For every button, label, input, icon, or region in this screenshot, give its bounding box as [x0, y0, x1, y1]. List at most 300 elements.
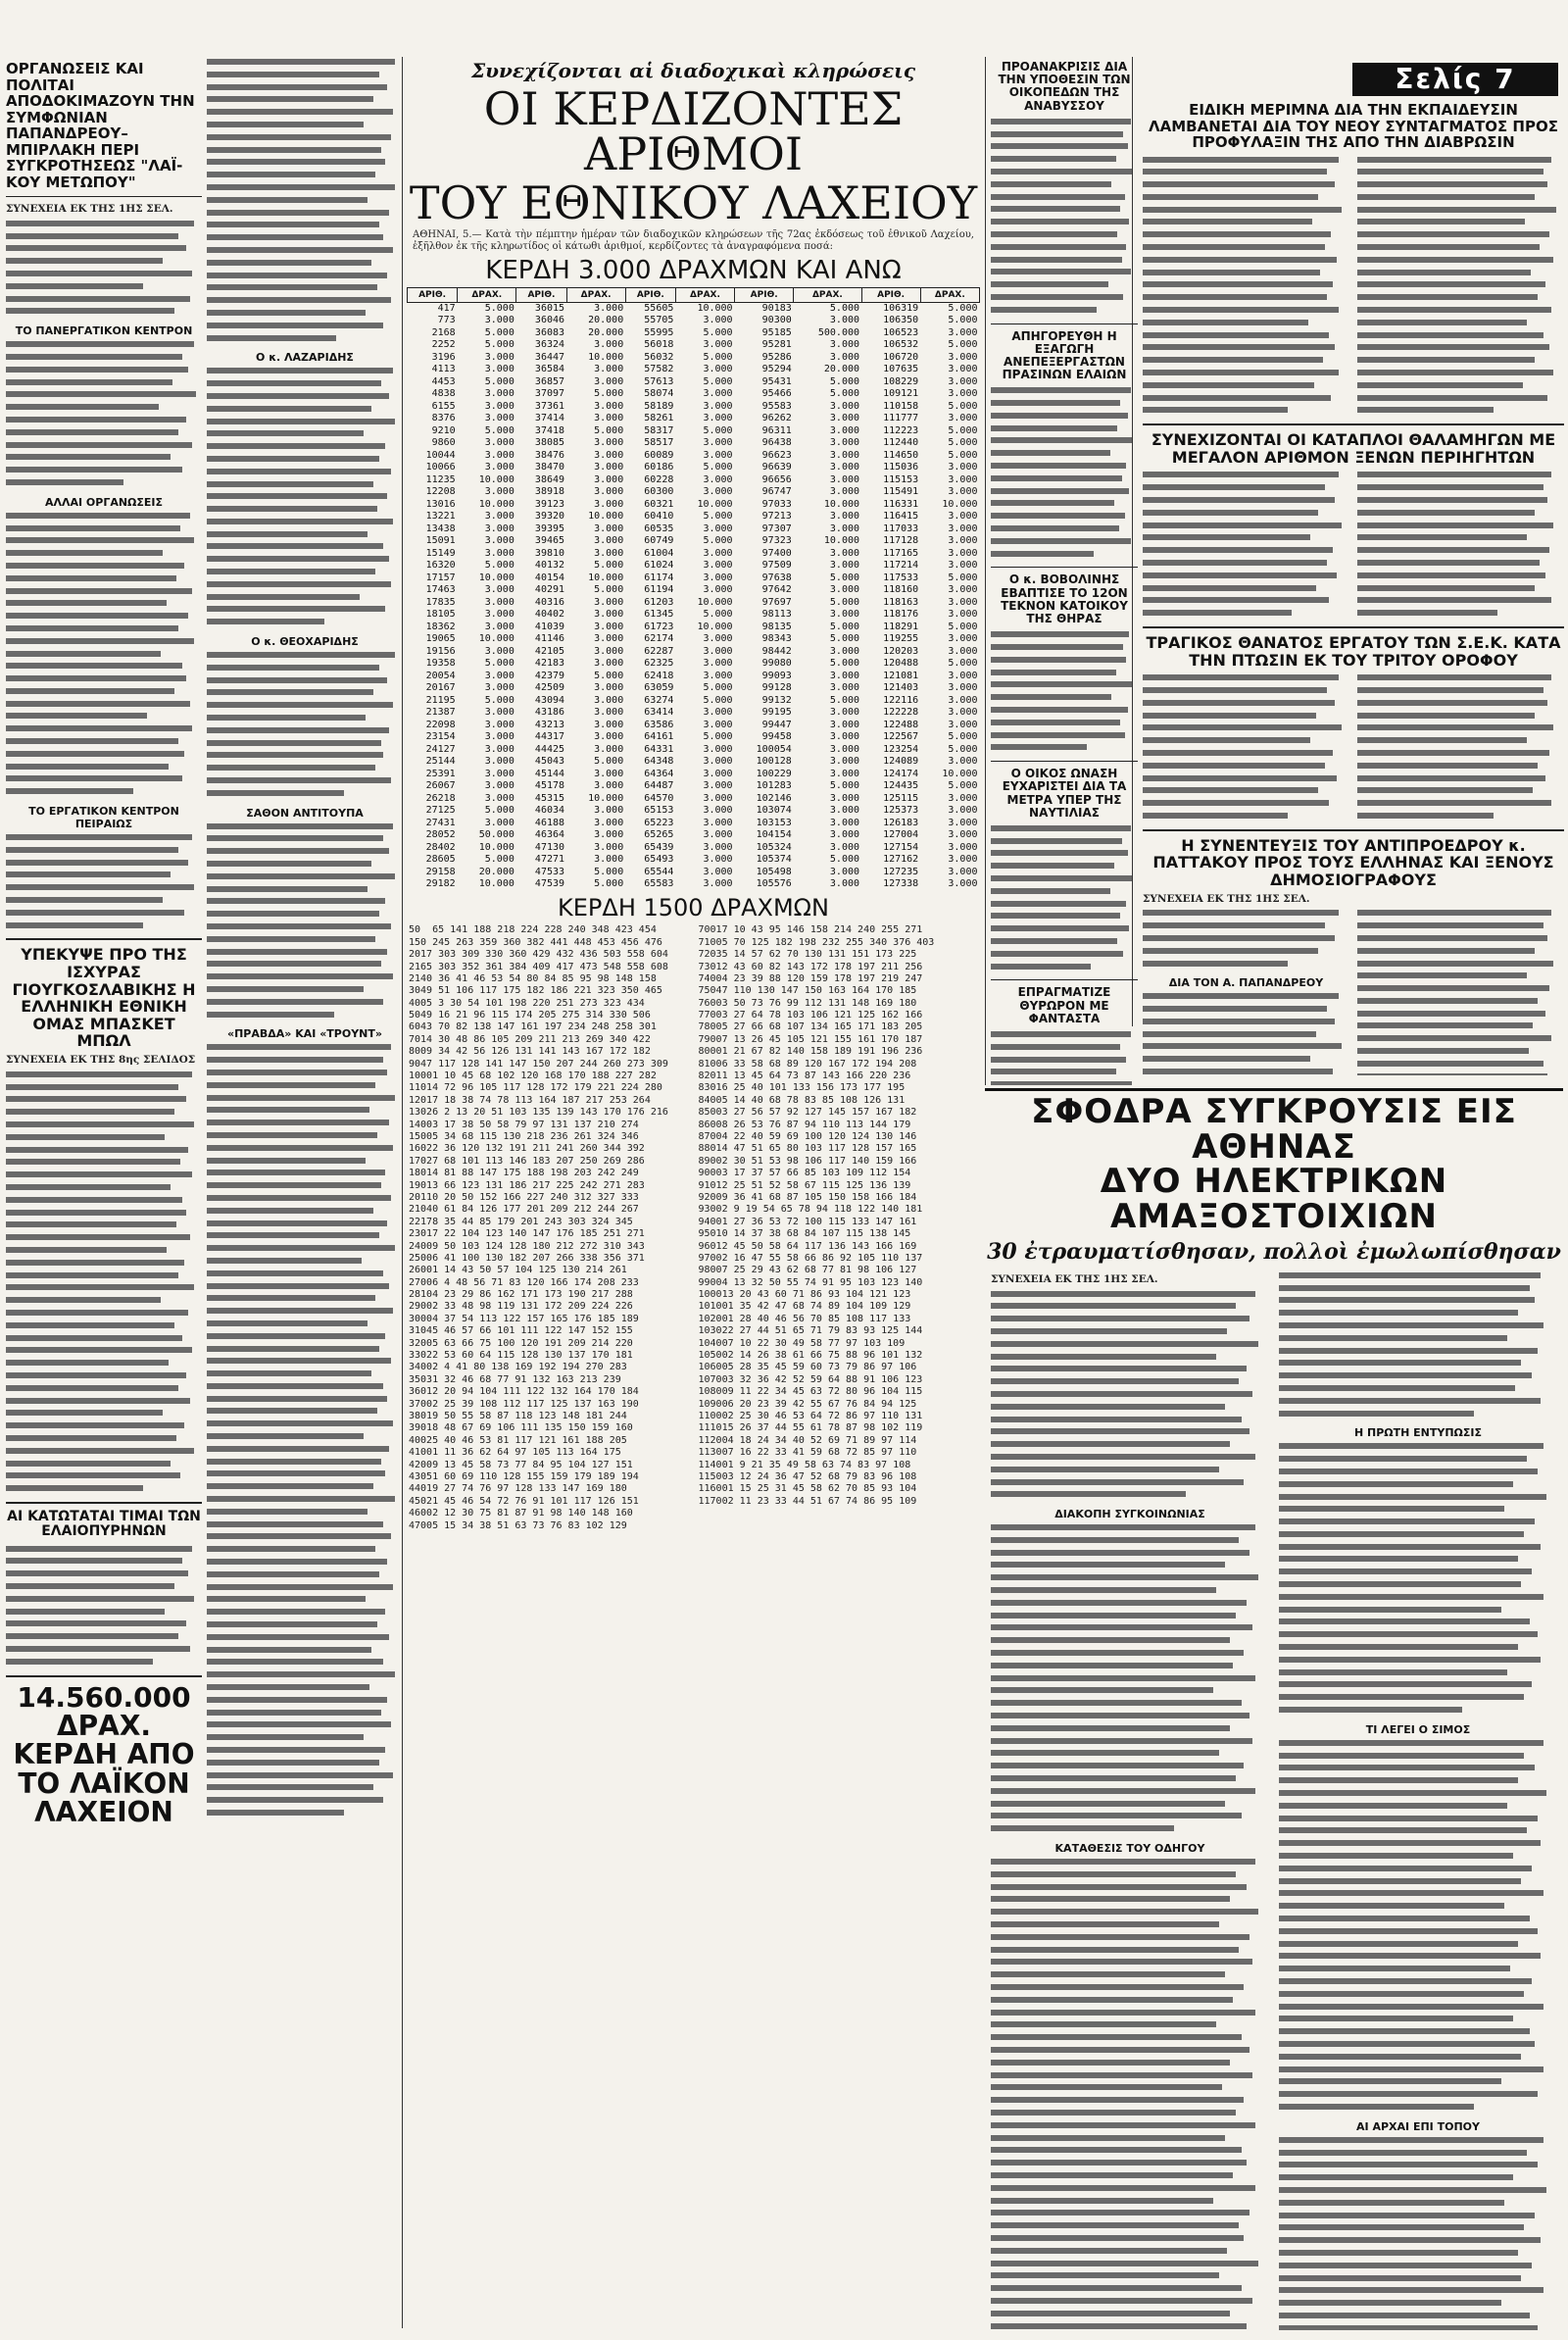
table-cell: 37418: [534, 424, 565, 436]
table-cell: 127154: [883, 841, 919, 853]
list-item: 98007 25 29 43 62 68 77 81 98 106 127: [698, 1265, 917, 1276]
table-cell: 3.000: [594, 413, 624, 424]
table-cell: 5.000: [703, 375, 733, 387]
table-cell: 3.000: [829, 462, 860, 473]
table-cell: 44317: [534, 731, 565, 743]
table-cell: 5.000: [484, 560, 514, 572]
table-cell: 42105: [534, 645, 565, 657]
table-cell: 27431: [425, 817, 456, 828]
headline-baptism: Ο κ. ΒΟΒΟΛΙΝΗΣ ΕΒΑΠΤΙΣΕ ΤΟ 12ΟΝ ΤΕΚΝΟΝ ΚΑΤΟΙΚΟΥ ΤΗΣ ΘΗΡΑΣ: [1001, 573, 1128, 625]
table-cell: 40291: [534, 584, 565, 596]
table-cell: 122488: [883, 719, 919, 730]
table-cell: 5.000: [948, 424, 978, 436]
table-cell: 117165: [883, 547, 919, 559]
subheading: ΑΙ ΑΡΧΑΙ ΕΠΙ ΤΟΠΟΥ: [1356, 2119, 1480, 2133]
table-cell: 3.000: [703, 670, 733, 681]
table-cell: 47533: [534, 866, 565, 877]
headline-lottery-winnings: 14.560.000 ΔΡΑΧ. ΚΕΡΔΗ ΑΠΟ ΤΟ ΛΑΪΚΟΝ ΛΑΧΕΙΟΝ: [13, 1680, 195, 1829]
article-body: [6, 1544, 202, 1669]
table-cell: 3.000: [594, 829, 624, 841]
table-cell: 97323: [761, 535, 792, 547]
table-cell: 5.000: [703, 462, 733, 473]
table-cell: 3.000: [703, 523, 733, 534]
table-cell: 5.000: [703, 424, 733, 436]
list-item: 100013 20 43 60 71 86 93 104 121 123: [698, 1289, 911, 1301]
table-cell: 3.000: [948, 707, 978, 719]
table-cell: 61174: [644, 572, 674, 583]
table-cell: 5.000: [829, 694, 860, 706]
table-cell: 10.000: [588, 792, 624, 804]
subheading: ΤΟ ΕΡΓΑΤΙΚΟΝ ΚΕΝΤΡΟΝ ΠΕΙΡΑΙΩΣ: [28, 805, 179, 831]
table-cell: 19065: [425, 633, 456, 645]
table-cell: 5.000: [829, 572, 860, 583]
table-cell: 117033: [883, 523, 919, 534]
table-cell: 3.000: [829, 315, 860, 326]
table-cell: 65223: [644, 817, 674, 828]
table-cell: 5.000: [703, 511, 733, 523]
table-cell: 107635: [883, 364, 919, 375]
table-row: [408, 486, 980, 499]
table-cell: 3.000: [594, 682, 624, 694]
table-cell: 102146: [756, 792, 792, 804]
table-cell: 60186: [644, 462, 674, 473]
table-cell: 116415: [883, 511, 919, 523]
article-body: [207, 1042, 403, 1819]
table-cell: 5.000: [594, 670, 624, 681]
table-cell: 117128: [883, 535, 919, 547]
lottery-col-header: ΔΡΑΧ.: [458, 287, 516, 302]
subheading: ΣΑΘΟΝ ΑΝΤΙΤΟΥΠΑ: [246, 806, 364, 820]
table-cell: 13438: [425, 523, 456, 534]
lottery-title-line2: ΤΟΥ ΕΘΝΙΚΟΥ ΛΑΧΕΙΟΥ: [409, 176, 978, 229]
list-item: 88014 47 51 65 80 103 117 128 157 165: [698, 1143, 917, 1155]
list-item: 46002 12 30 75 81 87 91 98 140 148 160: [409, 1508, 633, 1519]
table-cell: 18105: [425, 609, 456, 621]
table-cell: 61004: [644, 547, 674, 559]
table-cell: 3.000: [948, 829, 978, 841]
table-cell: 3.000: [948, 364, 978, 375]
list-item: 91012 25 51 52 58 67 115 125 136 139: [698, 1179, 911, 1191]
table-cell: 28402: [425, 841, 456, 853]
list-item: 86008 26 53 76 87 94 110 113 144 179: [698, 1119, 911, 1130]
table-cell: 3.000: [829, 707, 860, 719]
table-cell: 3.000: [948, 841, 978, 853]
table-cell: 42379: [534, 670, 565, 681]
table-cell: 3.000: [829, 486, 860, 498]
banner-deck: 30 ἐτραυματίσθησαν, πολλοὶ ἐμωλωπίσθησαν: [987, 1238, 1561, 1265]
table-row: [408, 425, 980, 438]
table-cell: 46364: [534, 829, 565, 841]
table-row: [408, 867, 980, 879]
table-cell: 3.000: [594, 486, 624, 498]
subheading: ΑΛΛΑΙ ΟΡΓΑΝΩΣΕΙΣ: [44, 495, 164, 509]
table-cell: 40154: [534, 572, 565, 583]
subheading: ΚΑΤΑΘΕΣΙΣ ΤΟΥ ΟΔΗΓΟΥ: [1054, 1842, 1205, 1856]
table-cell: 3.000: [703, 400, 733, 412]
table-cell: 127162: [883, 854, 919, 866]
list-item: 105002 14 26 38 61 66 75 88 96 101 132: [698, 1350, 923, 1362]
list-item: 10001 10 45 68 102 120 168 170 188 227 282: [409, 1070, 657, 1082]
table-cell: 96639: [761, 462, 792, 473]
table-cell: 22098: [425, 719, 456, 730]
table-cell: 36083: [534, 326, 565, 338]
subheading: ΤΟ ΠΑΝΕΡΓΑΤΙΚΟΝ ΚΕΝΤΡΟΝ: [15, 324, 193, 338]
table-cell: 105324: [756, 841, 792, 853]
table-cell: 3.000: [948, 462, 978, 473]
table-cell: 20.000: [588, 315, 624, 326]
list-item: 70017 10 43 95 146 158 214 240 255 271: [698, 924, 923, 936]
table-cell: 10.000: [588, 351, 624, 363]
table-cell: 3.000: [948, 511, 978, 523]
table-cell: 90300: [761, 315, 792, 326]
table-cell: 5.000: [484, 658, 514, 670]
table-cell: 3.000: [594, 523, 624, 534]
table-cell: 3.000: [703, 633, 733, 645]
table-cell: 3.000: [948, 596, 978, 608]
table-row: [408, 584, 980, 597]
column-right: [1137, 98, 1568, 1075]
list-item: 28104 23 29 86 162 171 173 190 217 288: [409, 1289, 633, 1301]
table-cell: 3.000: [484, 645, 514, 657]
lottery-band-1500: ΚΕΡΔΗ 1500 ΔΡΑΧΜΩΝ: [558, 893, 829, 921]
article-body: [1279, 1441, 1557, 1718]
table-cell: 119255: [883, 633, 919, 645]
article-body: [6, 339, 202, 490]
table-cell: 64348: [644, 756, 674, 768]
list-item: 81006 33 58 68 89 120 167 172 194 208: [698, 1058, 917, 1070]
table-cell: 29158: [425, 866, 456, 877]
list-item: 78005 27 66 68 107 134 165 171 183 205: [698, 1021, 923, 1033]
table-cell: 8376: [431, 413, 456, 424]
table-cell: 10.000: [478, 878, 514, 890]
table-cell: 37097: [534, 388, 565, 400]
table-row: [408, 364, 980, 376]
table-cell: 60535: [644, 523, 674, 534]
table-cell: 65153: [644, 805, 674, 817]
article-body: [1143, 155, 1349, 419]
table-cell: 106720: [883, 351, 919, 363]
article-body: [1143, 672, 1349, 823]
table-cell: 2252: [431, 339, 456, 351]
table-row: [408, 707, 980, 720]
lottery-results-table: [407, 287, 980, 891]
table-cell: 56032: [644, 351, 674, 363]
table-cell: 109121: [883, 388, 919, 400]
table-cell: 96311: [761, 424, 792, 436]
table-cell: 5.000: [829, 388, 860, 400]
list-item: 19013 66 123 131 186 217 225 242 271 283: [409, 1179, 645, 1191]
table-row: [408, 352, 980, 365]
lottery-col-header: ΑΡΙΘ.: [408, 287, 458, 302]
article-body: [1143, 991, 1349, 1075]
list-item: 4005 3 30 54 101 198 220 251 273 323 434: [409, 997, 645, 1009]
table-cell: 3.000: [948, 719, 978, 730]
table-cell: 96623: [761, 449, 792, 461]
list-item: 50 65 141 188 218 224 228 240 348 423 454: [409, 924, 657, 936]
table-cell: 3.000: [829, 805, 860, 817]
table-cell: 60321: [644, 498, 674, 510]
list-item: 30004 37 54 113 122 157 165 176 185 189: [409, 1313, 639, 1324]
list-item: 150 245 263 359 360 382 441 448 453 456 476: [409, 936, 662, 948]
table-cell: 3.000: [948, 413, 978, 424]
table-cell: 10.000: [478, 572, 514, 583]
table-cell: 64331: [644, 743, 674, 755]
table-cell: 106523: [883, 326, 919, 338]
table-cell: 36324: [534, 339, 565, 351]
table-cell: 65493: [644, 854, 674, 866]
table-cell: 3.000: [484, 413, 514, 424]
table-cell: 20.000: [823, 364, 860, 375]
table-cell: 3.000: [484, 670, 514, 681]
table-cell: 21195: [425, 694, 456, 706]
list-item: 6043 70 82 138 147 161 197 234 248 258 301: [409, 1021, 657, 1033]
list-item: 13026 2 13 20 51 103 135 139 143 170 176 216: [409, 1107, 668, 1119]
table-cell: 115153: [883, 473, 919, 485]
table-row: [408, 450, 980, 463]
table-cell: 25144: [425, 756, 456, 768]
table-cell: 3.000: [948, 535, 978, 547]
headline-yachts: ΣΥΝΕΧΙΖΟΝΤΑΙ ΟΙ ΚΑΤΑΠΛΟΙ ΘΑΛΑΜΗΓΩΝ ΜΕ ΜΕΓΑΛΟΝ ΑΡΙΘΜΟΝ ΞΕΝΩΝ ΠΕΡΙΗΓΗΤΩΝ: [1151, 430, 1556, 467]
table-row: [408, 756, 980, 769]
table-cell: 3.000: [594, 473, 624, 485]
table-cell: 10.000: [588, 572, 624, 583]
table-cell: 3.000: [484, 792, 514, 804]
table-cell: 13016: [425, 498, 456, 510]
table-cell: 20.000: [588, 326, 624, 338]
table-cell: 5.000: [484, 375, 514, 387]
table-cell: 5.000: [484, 326, 514, 338]
list-item: 20110 20 50 152 166 227 240 312 327 333: [409, 1191, 639, 1203]
table-row: [408, 511, 980, 523]
table-cell: 3.000: [703, 829, 733, 841]
table-cell: 3.000: [829, 670, 860, 681]
table-cell: 3.000: [703, 437, 733, 449]
table-cell: 122567: [883, 731, 919, 743]
table-cell: 99093: [761, 670, 792, 681]
table-cell: 5.000: [948, 302, 978, 314]
table-cell: 112440: [883, 437, 919, 449]
table-cell: 20054: [425, 670, 456, 681]
table-cell: 3.000: [484, 547, 514, 559]
article-body: [6, 832, 202, 932]
list-item: 27006 4 48 56 71 83 120 166 174 208 233: [409, 1276, 639, 1288]
table-cell: 61194: [644, 584, 674, 596]
table-row: [408, 388, 980, 401]
table-cell: 3.000: [703, 805, 733, 817]
list-item: 44019 27 74 76 97 128 133 147 169 180: [409, 1483, 627, 1495]
list-item: 29002 33 48 98 119 131 172 209 224 226: [409, 1301, 633, 1313]
table-cell: 38470: [534, 462, 565, 473]
table-cell: 3.000: [948, 560, 978, 572]
table-cell: 12208: [425, 486, 456, 498]
table-cell: 3.000: [948, 694, 978, 706]
table-cell: 60228: [644, 473, 674, 485]
list-item: 47005 15 34 38 51 63 73 76 83 102 129: [409, 1519, 627, 1531]
table-cell: 5.000: [594, 560, 624, 572]
table-cell: 5.000: [484, 854, 514, 866]
table-cell: 127338: [883, 878, 919, 890]
table-cell: 44425: [534, 743, 565, 755]
table-cell: 3.000: [948, 682, 978, 694]
list-item: 12017 18 38 74 78 113 164 187 217 253 264: [409, 1094, 651, 1106]
table-cell: 3.000: [703, 756, 733, 768]
table-cell: 118291: [883, 621, 919, 632]
table-cell: 58189: [644, 400, 674, 412]
table-cell: 3.000: [594, 768, 624, 779]
table-cell: 3.000: [484, 511, 514, 523]
table-cell: 3.000: [594, 339, 624, 351]
article-body: [6, 219, 202, 319]
table-cell: 3.000: [594, 535, 624, 547]
table-cell: 46034: [534, 805, 565, 817]
list-item: 87004 22 40 59 69 100 120 124 130 146: [698, 1131, 917, 1142]
table-cell: 124089: [883, 756, 919, 768]
article-body: [991, 823, 1138, 974]
table-cell: 3.000: [948, 854, 978, 866]
table-cell: 62418: [644, 670, 674, 681]
table-cell: 10.000: [697, 498, 733, 510]
table-cell: 3.000: [594, 375, 624, 387]
list-item: 15005 34 68 115 130 218 236 261 324 346: [409, 1131, 639, 1142]
table-row: [408, 658, 980, 671]
list-item: 114001 9 21 35 49 58 63 74 83 97 108: [698, 1459, 911, 1470]
table-cell: 96656: [761, 473, 792, 485]
table-row: [408, 744, 980, 757]
table-cell: 36447: [534, 351, 565, 363]
list-item: 42009 13 45 58 73 77 84 95 104 127 151: [409, 1459, 633, 1470]
table-cell: 57582: [644, 364, 674, 375]
column-second: [201, 57, 409, 2330]
table-cell: 3.000: [594, 658, 624, 670]
table-cell: 55605: [644, 302, 674, 314]
list-item: 43051 60 69 110 128 155 159 179 189 194: [409, 1470, 639, 1482]
table-cell: 60300: [644, 486, 674, 498]
table-cell: 3.000: [703, 707, 733, 719]
list-item: 31045 46 57 66 101 111 122 147 152 155: [409, 1325, 633, 1337]
table-cell: 3.000: [594, 596, 624, 608]
table-row: [408, 878, 980, 891]
headline-basketball: ΥΠΕΚΥΨΕ ΠΡΟ ΤΗΣ ΙΣΧΥΡΑΣ ΓΙΟΥΓΚΟΣΛΑΒΙΚΗΣ Η ΕΛΛΗΝΙΚΗ ΕΘΝΙΚΗ ΟΜΑΣ ΜΠΑΣΚΕΤ ΜΠΩΛ: [12, 945, 196, 1051]
table-cell: 3.000: [703, 817, 733, 828]
table-cell: 99132: [761, 694, 792, 706]
table-cell: 3.000: [484, 596, 514, 608]
table-cell: 60089: [644, 449, 674, 461]
table-cell: 39395: [534, 523, 565, 534]
table-cell: 15149: [425, 547, 456, 559]
table-cell: 120488: [883, 658, 919, 670]
table-cell: 97213: [761, 511, 792, 523]
table-row: [408, 622, 980, 634]
list-item: 76003 50 73 76 99 112 131 148 169 180: [698, 997, 917, 1009]
table-cell: 95431: [761, 375, 792, 387]
table-cell: 3.000: [948, 523, 978, 534]
list-item: 84005 14 40 68 78 83 85 108 126 131: [698, 1094, 906, 1106]
table-cell: 3.000: [703, 388, 733, 400]
table-cell: 3.000: [829, 817, 860, 828]
table-cell: 5.000: [829, 780, 860, 792]
table-cell: 3.000: [948, 584, 978, 596]
table-cell: 3.000: [703, 658, 733, 670]
train-collision-story: [985, 1088, 1563, 2330]
table-cell: 773: [437, 315, 456, 326]
table-cell: 5.000: [948, 437, 978, 449]
table-cell: 5.000: [484, 339, 514, 351]
table-cell: 56018: [644, 339, 674, 351]
table-cell: 3.000: [484, 437, 514, 449]
table-cell: 17463: [425, 584, 456, 596]
list-item: 85003 27 56 57 92 127 145 157 167 182: [698, 1107, 917, 1119]
table-cell: 95185: [761, 326, 792, 338]
list-item: 35031 32 46 68 77 91 132 163 213 239: [409, 1373, 621, 1385]
table-cell: 3.000: [829, 792, 860, 804]
continuation-label: ΣΥΝΕΧΕΙΑ ΕΚ ΤΗΣ 8ης ΣΕΛΙΔΟΣ: [6, 1054, 196, 1066]
table-cell: 19358: [425, 658, 456, 670]
table-cell: 3.000: [594, 719, 624, 730]
table-cell: 3.000: [594, 621, 624, 632]
table-cell: 37414: [534, 413, 565, 424]
list-item: 25006 41 100 130 182 207 266 338 356 371: [409, 1252, 645, 1264]
table-cell: 118176: [883, 609, 919, 621]
table-cell: 5.000: [948, 743, 978, 755]
table-cell: 37361: [534, 400, 565, 412]
table-cell: 3.000: [948, 792, 978, 804]
table-cell: 4453: [431, 375, 456, 387]
table-cell: 3.000: [484, 462, 514, 473]
table-cell: 39465: [534, 535, 565, 547]
list-item: 99004 13 32 50 55 74 91 95 103 123 140: [698, 1276, 923, 1288]
table-cell: 65544: [644, 866, 674, 877]
page-number-badge: Σελίς 7: [1352, 63, 1558, 96]
table-cell: 105576: [756, 878, 792, 890]
table-cell: 38649: [534, 473, 565, 485]
table-row: [408, 609, 980, 622]
list-item: 34002 4 41 80 138 169 192 194 270 283: [409, 1362, 627, 1373]
table-cell: 41146: [534, 633, 565, 645]
table-cell: 125115: [883, 792, 919, 804]
table-cell: 3.000: [703, 645, 733, 657]
table-cell: 20167: [425, 682, 456, 694]
table-cell: 3.000: [829, 756, 860, 768]
article-body: [1357, 908, 1564, 1075]
table-cell: 4113: [431, 364, 456, 375]
table-cell: 5.000: [484, 805, 514, 817]
lottery-1500-list-left: [409, 924, 689, 1532]
table-cell: 10.000: [823, 535, 860, 547]
table-cell: 5.000: [829, 302, 860, 314]
headline-worker-death: ΤΡΑΓΙΚΟΣ ΘΑΝΑΤΟΣ ΕΡΓΑΤΟΥ ΤΩΝ Σ.Ε.Κ. ΚΑΤΑ ΤΗΝ ΠΤΩΣΙΝ ΕΚ ΤΟΥ ΤΡΙΤΟΥ ΟΡΟΦΟΥ: [1146, 632, 1561, 670]
table-cell: 106350: [883, 315, 919, 326]
table-cell: 3.000: [703, 854, 733, 866]
lottery-title-line1: ΟΙ ΚΕΡΔΙΖΟΝΤΕΣ ΑΡΙΘΜΟΙ: [483, 82, 904, 180]
table-cell: 110158: [883, 400, 919, 412]
table-cell: 10.000: [478, 498, 514, 510]
table-cell: 3.000: [703, 841, 733, 853]
table-row: [408, 315, 980, 327]
list-item: 23017 22 104 123 140 147 176 185 251 271: [409, 1228, 645, 1240]
list-item: 110002 25 30 46 53 64 72 86 97 110 131: [698, 1410, 923, 1421]
table-cell: 99458: [761, 731, 792, 743]
table-cell: 3.000: [594, 633, 624, 645]
table-cell: 5.000: [594, 878, 624, 890]
table-cell: 61203: [644, 596, 674, 608]
subheading: Η ΠΡΩΤΗ ΕΝΤΥΠΩΣΙΣ: [1353, 1426, 1483, 1440]
table-cell: 42509: [534, 682, 565, 694]
table-cell: 45043: [534, 756, 565, 768]
lottery-col-header: ΑΡΙΘ.: [625, 287, 675, 302]
list-item: 9047 117 128 141 147 150 207 244 260 273 309: [409, 1058, 668, 1070]
table-cell: 3.000: [829, 841, 860, 853]
table-cell: 62325: [644, 658, 674, 670]
